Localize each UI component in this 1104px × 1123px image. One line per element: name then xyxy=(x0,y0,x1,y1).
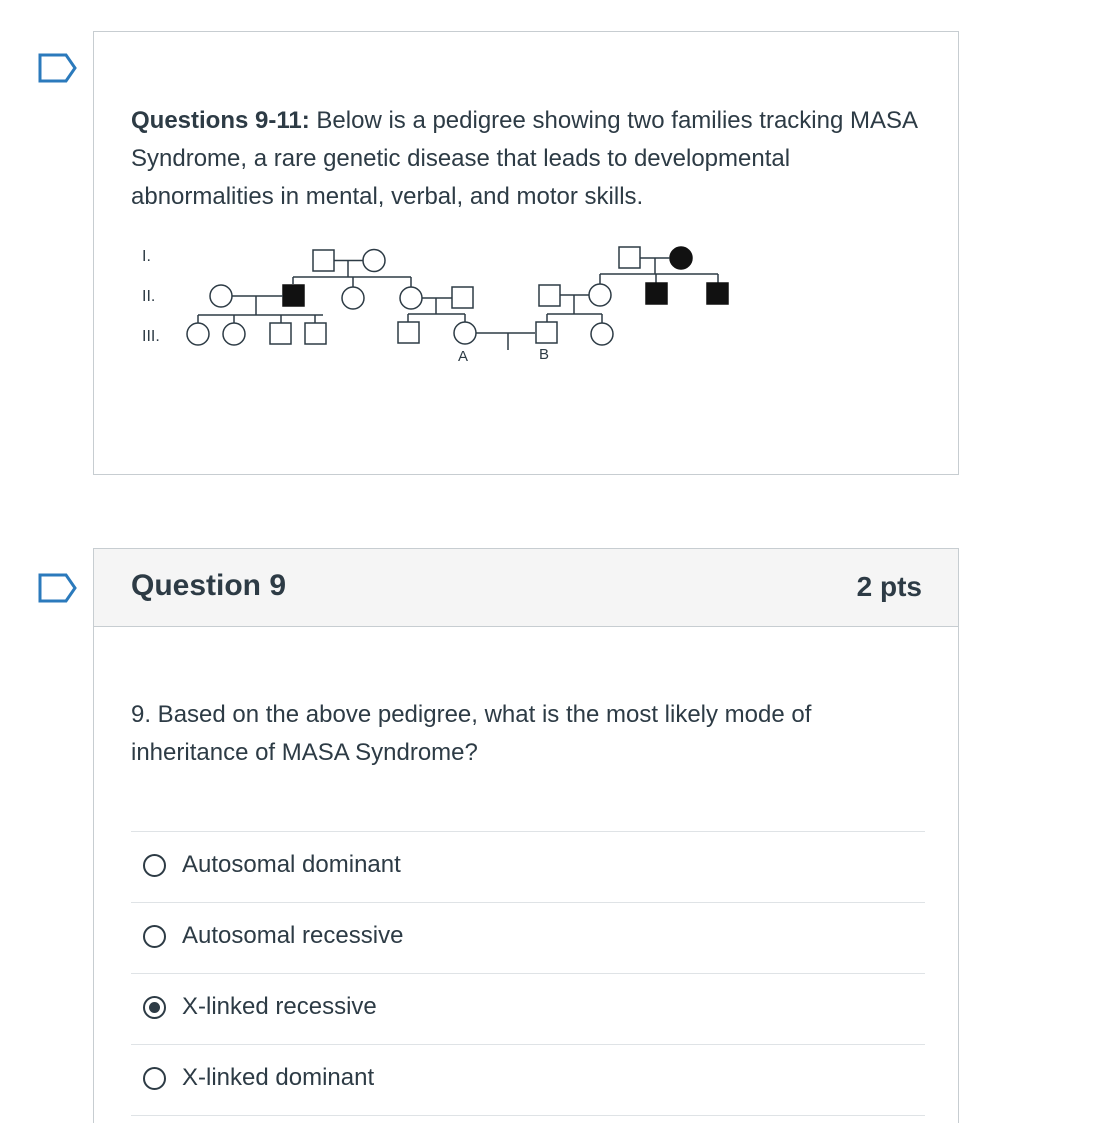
pedigree-chart xyxy=(94,32,960,476)
answer-option[interactable] xyxy=(131,973,925,1044)
pedigree-female-unaffected xyxy=(454,322,476,344)
pedigree-female-unaffected xyxy=(210,285,232,307)
intro-card xyxy=(93,31,959,475)
question-text: 9. Based on the above pedigree, what is the most likely mode of inheritance of MASA Syndrome? xyxy=(131,701,812,766)
question-header xyxy=(94,549,958,627)
individual-label-a: A xyxy=(458,348,469,365)
answer-option[interactable] xyxy=(131,902,925,973)
pedigree-female-unaffected xyxy=(591,323,613,345)
flag-question-icon[interactable] xyxy=(38,52,78,84)
pedigree-female-unaffected xyxy=(363,250,385,272)
answer-label[interactable]: Autosomal dominant xyxy=(182,851,401,878)
answer-option[interactable] xyxy=(131,1044,925,1116)
pedigree-female-unaffected xyxy=(187,323,209,345)
radio-button-icon[interactable] xyxy=(143,854,166,877)
generation-label-3: III. xyxy=(142,328,160,345)
question-card xyxy=(93,548,959,1123)
answer-option[interactable] xyxy=(131,831,925,902)
radio-button-icon[interactable] xyxy=(143,1067,166,1090)
pedigree-male-affected xyxy=(707,283,728,304)
individual-label-b: B xyxy=(539,346,550,363)
answer-label[interactable]: X-linked dominant xyxy=(182,1064,375,1091)
pedigree-male-unaffected xyxy=(536,322,557,343)
answer-list xyxy=(131,831,925,1116)
pedigree-female-unaffected xyxy=(589,284,611,306)
pedigree-male-unaffected xyxy=(313,250,334,271)
radio-button-icon[interactable] xyxy=(143,925,166,948)
pedigree-female-unaffected xyxy=(342,287,364,309)
question-points: 2 pts xyxy=(856,571,922,602)
question-title: Question 9 xyxy=(131,569,287,602)
pedigree-male-affected xyxy=(283,285,304,306)
pedigree-female-unaffected xyxy=(400,287,422,309)
pedigree-female-affected xyxy=(670,247,692,269)
pedigree-male-affected xyxy=(646,283,667,304)
intro-body: Below is a pedigree showing two families tracking MASA Syndrome, a rare genetic disease that leads to developmental abnormalities in mental, verbal, and motor skills. xyxy=(131,107,917,210)
generation-label-2: II. xyxy=(142,288,156,305)
intro-bold-prefix: Questions 9-11: xyxy=(131,107,310,134)
answer-label[interactable]: X-linked recessive xyxy=(182,993,377,1020)
flag-question-icon[interactable] xyxy=(38,572,78,604)
pedigree-female-unaffected xyxy=(223,323,245,345)
pedigree-male-unaffected xyxy=(452,287,473,308)
answer-label[interactable]: Autosomal recessive xyxy=(182,922,404,949)
pedigree-male-unaffected xyxy=(398,322,419,343)
pedigree-male-unaffected xyxy=(619,247,640,268)
generation-label-1: I. xyxy=(142,248,151,265)
pedigree-male-unaffected xyxy=(539,285,560,306)
radio-button-icon[interactable] xyxy=(143,996,166,1019)
pedigree-male-unaffected xyxy=(270,323,291,344)
pedigree-male-unaffected xyxy=(305,323,326,344)
